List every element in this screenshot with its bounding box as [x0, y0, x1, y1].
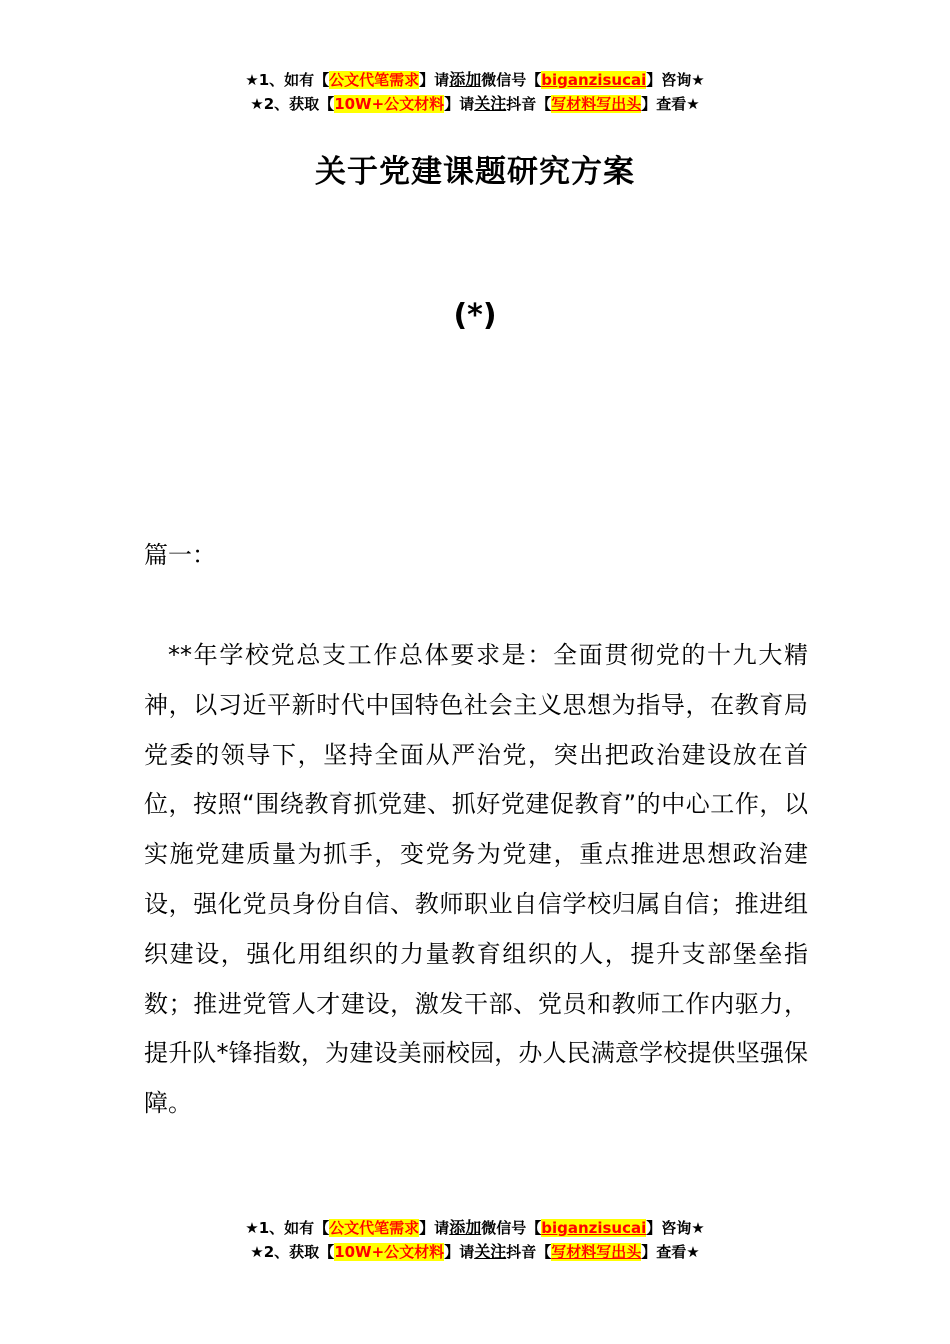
banner-underlined-text: 添加 [449, 1218, 482, 1237]
banner-text: 抖音【 [506, 95, 552, 113]
banner-text: 微信号【 [481, 71, 542, 89]
banner-line-2 [0, 92, 950, 116]
douyin-account-link[interactable]: 写材料写出头 [551, 1243, 642, 1261]
banner-text: 】查看★ [641, 95, 700, 113]
document-title: 关于党建课题研究方案 [315, 154, 635, 190]
banner-line-2 [0, 1240, 950, 1264]
banner-underlined-text: 关注 [474, 1242, 507, 1261]
banner-text: 】请 [444, 95, 475, 113]
banner-text: ★2、获取【 [250, 95, 335, 113]
document-subtitle: (*) [453, 298, 497, 333]
banner-text: 】咨询★ [646, 1219, 705, 1237]
banner-text: 微信号【 [481, 1219, 542, 1237]
banner-highlight: 公文代笔需求 [329, 1219, 420, 1237]
body-paragraph: **年学校党总支工作总体要求是：全面贯彻党的十九大精神，以习近平新时代中国特色社会主义思想为指导，在教育局党委的领导下，坚持全面从严治党，突出把政治建设放在首位，按照“围绕教育抓党建、抓好党建促教育”的中心工作，以实施党建质量为抓手，变党务为党建，重点推进思想政治建设，强化党员身份自信、教师职业自信学校归属自信；推进组织建设，强化用组织的力量教育组织的人，提升支部堡垒指数；推进党管人才建设，激发干部、党员和教师工作内驱力，提升队*锋指数，为建设美丽校园，办人民满意学校提供坚强保障。 [144, 641, 808, 1118]
banner-text: ★1、如有【 [245, 71, 330, 89]
banner-highlight: 10W+公文材料 [334, 1243, 445, 1261]
banner-text: 抖音【 [506, 1243, 552, 1261]
wechat-id-link[interactable]: biganzisucai [541, 71, 647, 89]
banner-highlight: 公文代笔需求 [329, 71, 420, 89]
banner-highlight: 10W+公文材料 [334, 95, 445, 113]
banner-line-1 [0, 68, 950, 92]
banner-text: 】咨询★ [646, 71, 705, 89]
banner-underlined-text: 关注 [474, 94, 507, 113]
footer-banner [0, 1216, 950, 1264]
section-heading: 篇一： [144, 541, 216, 569]
wechat-id-link[interactable]: biganzisucai [541, 1219, 647, 1237]
douyin-account-link[interactable]: 写材料写出头 [551, 95, 642, 113]
banner-text: ★1、如有【 [245, 1219, 330, 1237]
header-banner [0, 68, 950, 116]
banner-underlined-text: 添加 [449, 70, 482, 89]
banner-text: ★2、获取【 [250, 1243, 335, 1261]
banner-line-1 [0, 1216, 950, 1240]
banner-text: 】请 [419, 1219, 450, 1237]
banner-text: 】请 [444, 1243, 475, 1261]
banner-text: 】请 [419, 71, 450, 89]
banner-text: 】查看★ [641, 1243, 700, 1261]
